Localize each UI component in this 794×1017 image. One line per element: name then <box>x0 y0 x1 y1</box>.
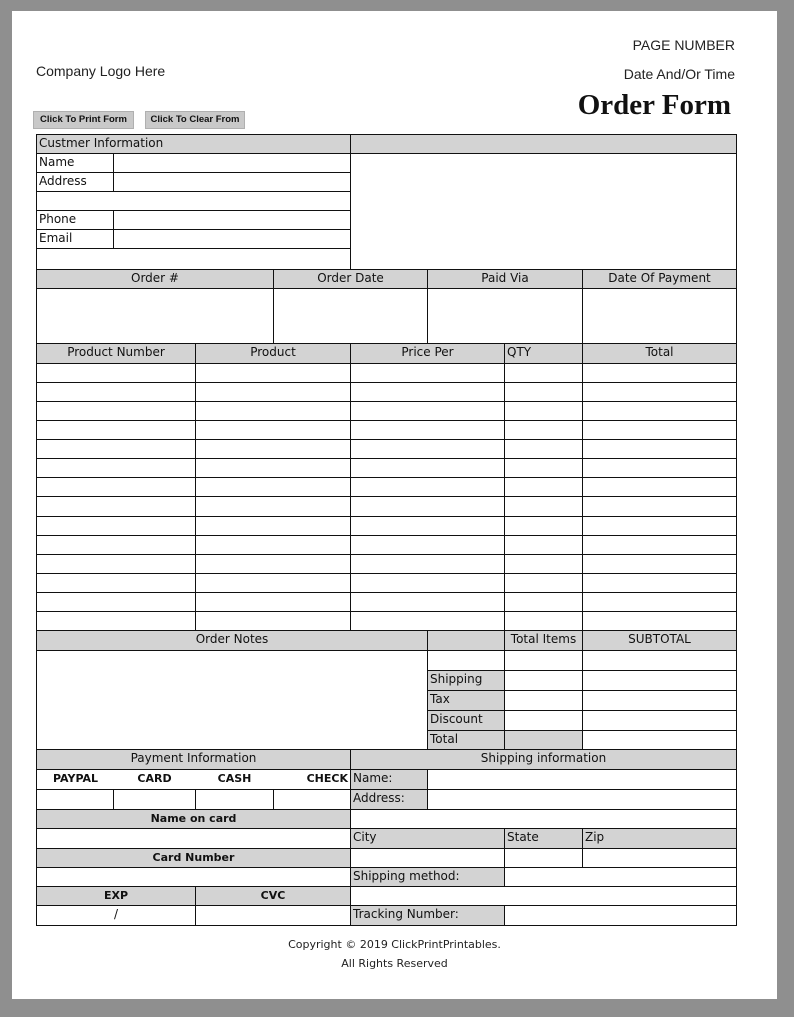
address-field-line2[interactable] <box>36 191 351 211</box>
check-label: CHECK <box>273 769 351 790</box>
qty-cell[interactable] <box>504 477 583 497</box>
product-number-cell[interactable] <box>36 363 196 383</box>
cvc-field[interactable] <box>195 905 351 926</box>
company-logo-placeholder: Company Logo Here <box>36 63 166 79</box>
date-of-payment-header: Date Of Payment <box>582 269 737 289</box>
product-cell[interactable] <box>195 592 351 612</box>
shipping-method-field[interactable] <box>504 867 737 887</box>
order-notes-field[interactable] <box>36 650 428 750</box>
qty-cell[interactable] <box>504 554 583 574</box>
price-per-cell[interactable] <box>350 535 505 555</box>
total-cell[interactable] <box>582 516 737 536</box>
product-number-cell[interactable] <box>36 496 196 517</box>
date-of-payment-field[interactable] <box>582 288 737 344</box>
product-cell[interactable] <box>195 516 351 536</box>
shipping-field[interactable] <box>582 670 737 691</box>
card-number-field[interactable] <box>36 867 351 887</box>
payment-info-header: Payment Information <box>36 749 351 770</box>
qty-cell[interactable] <box>504 382 583 402</box>
cash-checkbox[interactable] <box>195 789 274 810</box>
product-number-cell[interactable] <box>36 592 196 612</box>
grand-total-label: Total <box>427 730 505 750</box>
qty-cell[interactable] <box>504 420 583 440</box>
price-per-cell[interactable] <box>350 439 505 459</box>
ship-name-label: Name: <box>350 769 428 790</box>
ship-address-label: Address: <box>350 789 428 810</box>
product-number-cell[interactable] <box>36 439 196 459</box>
total-cell[interactable] <box>582 382 737 402</box>
shipping-label: Shipping <box>427 670 505 691</box>
product-cell[interactable] <box>195 554 351 574</box>
customer-extra-box[interactable] <box>350 153 737 270</box>
tracking-number-label: Tracking Number: <box>350 905 505 926</box>
name-on-card-field[interactable] <box>36 828 351 849</box>
qty-cell[interactable] <box>504 363 583 383</box>
product-number-cell[interactable] <box>36 573 196 593</box>
price-per-cell[interactable] <box>350 458 505 478</box>
tax-label: Tax <box>427 690 505 711</box>
tax-field[interactable] <box>582 690 737 711</box>
total-cell[interactable] <box>582 401 737 421</box>
price-per-header: Price Per <box>350 343 505 364</box>
exp-field[interactable]: / <box>36 905 196 926</box>
paid-via-header: Paid Via <box>427 269 583 289</box>
order-notes-header: Order Notes <box>36 630 428 651</box>
check-checkbox[interactable] <box>273 789 351 810</box>
price-per-cell[interactable] <box>350 363 505 383</box>
qty-cell[interactable] <box>504 516 583 536</box>
ship-address-line2[interactable] <box>350 809 737 829</box>
qty-cell[interactable] <box>504 496 583 517</box>
product-cell[interactable] <box>195 420 351 440</box>
total-cell[interactable] <box>582 439 737 459</box>
ship-address-field[interactable] <box>427 789 737 810</box>
total-header: Total <box>582 343 737 364</box>
exp-label: EXP <box>36 886 196 906</box>
ship-name-field[interactable] <box>427 769 737 790</box>
paypal-checkbox[interactable] <box>36 789 114 810</box>
price-per-cell[interactable] <box>350 611 505 631</box>
copyright-text: Copyright © 2019 ClickPrintPrintables. <box>288 938 501 951</box>
discount-label: Discount <box>427 710 505 731</box>
card-number-label: Card Number <box>36 848 351 868</box>
shipping-extra-line[interactable] <box>350 886 737 906</box>
card-checkbox[interactable] <box>113 789 196 810</box>
price-per-cell[interactable] <box>350 573 505 593</box>
total-cell[interactable] <box>582 496 737 517</box>
qty-cell[interactable] <box>504 401 583 421</box>
clear-form-button[interactable]: Click To Clear From <box>145 111 245 129</box>
total-cell[interactable] <box>582 458 737 478</box>
price-per-cell[interactable] <box>350 496 505 517</box>
cvc-label: CVC <box>195 886 351 906</box>
customer-extra-header <box>350 134 737 154</box>
product-cell[interactable] <box>195 477 351 497</box>
qty-cell[interactable] <box>504 573 583 593</box>
order-number-field[interactable] <box>36 288 274 344</box>
city-label: City <box>350 828 505 849</box>
cash-label: CASH <box>195 769 274 790</box>
subtotal-field[interactable] <box>582 650 737 671</box>
order-date-header: Order Date <box>273 269 428 289</box>
total-cell[interactable] <box>582 592 737 612</box>
qty-cell[interactable] <box>504 535 583 555</box>
phone-label: Phone <box>36 210 114 230</box>
name-field[interactable] <box>113 153 351 173</box>
product-number-cell[interactable] <box>36 611 196 631</box>
total-items-field[interactable] <box>504 650 583 671</box>
product-number-cell[interactable] <box>36 420 196 440</box>
price-per-cell[interactable] <box>350 420 505 440</box>
discount-field[interactable] <box>582 710 737 731</box>
email-field[interactable] <box>113 229 351 249</box>
order-form-page <box>12 11 777 999</box>
total-items-label: Total Items <box>504 630 583 651</box>
price-per-cell[interactable] <box>350 554 505 574</box>
qty-cell[interactable] <box>504 592 583 612</box>
grand-total-field[interactable] <box>582 730 737 750</box>
qty-header: QTY <box>504 343 583 364</box>
qty-cell[interactable] <box>504 439 583 459</box>
summary-blank-cell <box>427 650 505 671</box>
total-cell[interactable] <box>582 363 737 383</box>
product-cell[interactable] <box>195 382 351 402</box>
state-label: State <box>504 828 583 849</box>
order-number-header: Order # <box>36 269 274 289</box>
product-number-cell[interactable] <box>36 382 196 402</box>
card-label: CARD <box>113 769 196 790</box>
order-date-field[interactable] <box>273 288 428 344</box>
name-label: Name <box>36 153 114 173</box>
price-per-cell[interactable] <box>350 382 505 402</box>
grand-total-mid-field <box>504 730 583 750</box>
product-cell[interactable] <box>195 458 351 478</box>
rights-text: All Rights Reserved <box>341 957 448 970</box>
total-cell[interactable] <box>582 535 737 555</box>
product-number-cell[interactable] <box>36 535 196 555</box>
paid-via-field[interactable] <box>427 288 583 344</box>
price-per-cell[interactable] <box>350 516 505 536</box>
tracking-number-field[interactable] <box>504 905 737 926</box>
name-on-card-label: Name on card <box>36 809 351 829</box>
product-cell[interactable] <box>195 611 351 631</box>
total-cell[interactable] <box>582 573 737 593</box>
product-number-cell[interactable] <box>36 477 196 497</box>
product-cell[interactable] <box>195 535 351 555</box>
product-cell[interactable] <box>195 439 351 459</box>
product-header: Product <box>195 343 351 364</box>
product-number-cell[interactable] <box>36 516 196 536</box>
product-cell[interactable] <box>195 363 351 383</box>
total-cell[interactable] <box>582 420 737 440</box>
price-per-cell[interactable] <box>350 592 505 612</box>
page-number: PAGE NUMBER <box>632 37 735 53</box>
price-per-cell[interactable] <box>350 401 505 421</box>
shipping-info-header: Shipping information <box>350 749 737 770</box>
shipping-method-label: Shipping method: <box>350 867 505 887</box>
tax-mid-field[interactable] <box>504 690 583 711</box>
total-cell[interactable] <box>582 477 737 497</box>
product-cell[interactable] <box>195 573 351 593</box>
zip-field[interactable] <box>582 848 737 868</box>
zip-label: Zip <box>582 828 737 849</box>
qty-cell[interactable] <box>504 458 583 478</box>
price-per-cell[interactable] <box>350 477 505 497</box>
print-form-button[interactable]: Click To Print Form <box>33 111 134 129</box>
phone-field[interactable] <box>113 210 351 230</box>
total-cell[interactable] <box>582 611 737 631</box>
page-title: Order Form <box>577 89 731 121</box>
summary-blank-header <box>427 630 505 651</box>
product-number-cell[interactable] <box>36 554 196 574</box>
total-cell[interactable] <box>582 554 737 574</box>
shipping-mid-field[interactable] <box>504 670 583 691</box>
product-cell[interactable] <box>195 401 351 421</box>
product-number-header: Product Number <box>36 343 196 364</box>
city-field[interactable] <box>350 848 505 868</box>
product-number-cell[interactable] <box>36 458 196 478</box>
customer-extra-line[interactable] <box>36 248 351 270</box>
paypal-label: PAYPAL <box>36 769 114 790</box>
product-number-cell[interactable] <box>36 401 196 421</box>
product-cell[interactable] <box>195 496 351 517</box>
discount-mid-field[interactable] <box>504 710 583 731</box>
address-field[interactable] <box>113 172 351 192</box>
email-label: Email <box>36 229 114 249</box>
state-field[interactable] <box>504 848 583 868</box>
qty-cell[interactable] <box>504 611 583 631</box>
subtotal-label: SUBTOTAL <box>582 630 737 651</box>
date-time: Date And/Or Time <box>623 66 735 82</box>
customer-info-header: Custmer Information <box>36 134 351 154</box>
address-label: Address <box>36 172 114 192</box>
